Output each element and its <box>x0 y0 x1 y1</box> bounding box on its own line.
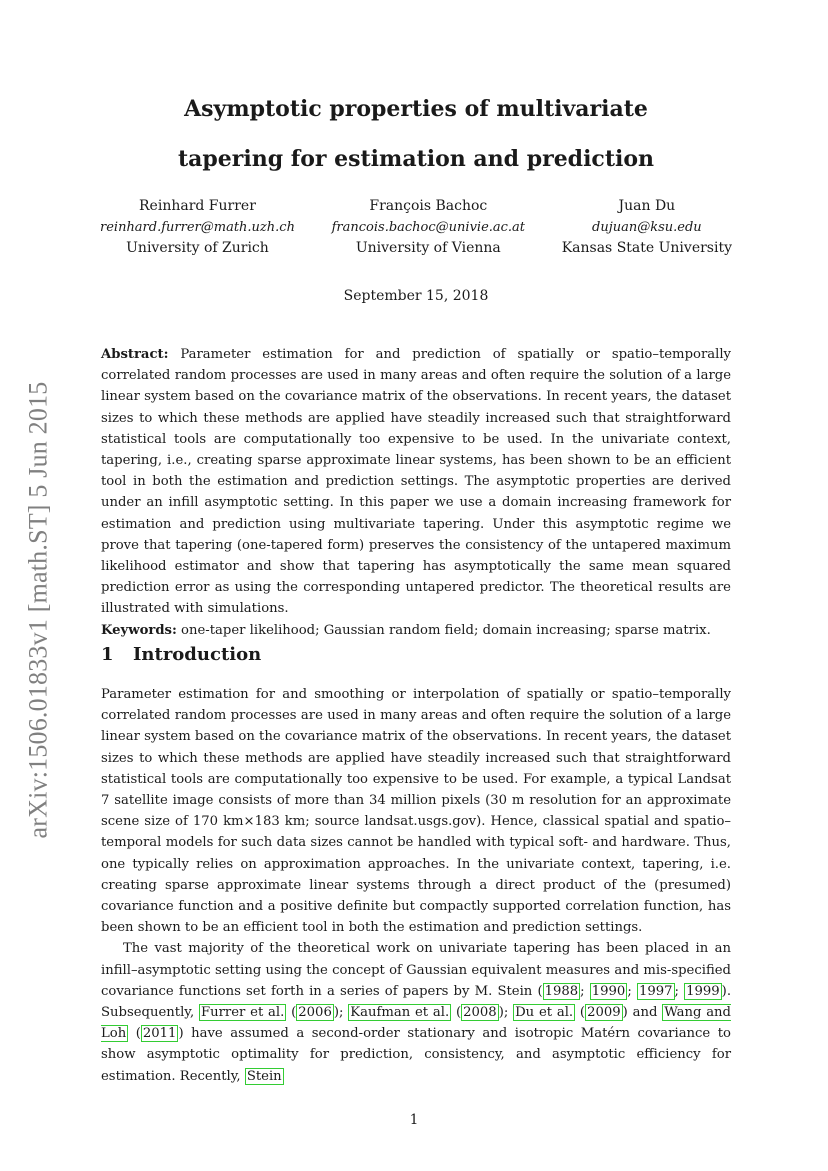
text-run: ; <box>627 983 637 999</box>
author-email[interactable]: dujuan@ksu.edu <box>592 220 702 235</box>
section-title: Introduction <box>133 644 262 665</box>
citation-link[interactable]: Stein <box>246 1068 282 1084</box>
author-1 <box>100 196 295 259</box>
text-run: ( <box>451 1005 462 1021</box>
author-email[interactable]: reinhard.furrer@math.uzh.ch <box>100 220 295 235</box>
text-run: ( <box>575 1005 586 1021</box>
citation-link[interactable]: 2009 <box>587 1005 621 1021</box>
title-line-2: tapering for estimation and prediction <box>177 146 655 172</box>
citation-link[interactable]: 1999 <box>686 983 720 999</box>
text-run: ; <box>580 983 590 999</box>
arxiv-stamp-text: arXiv:1506.01833v1 [math.ST] 5 Jun 2015 <box>23 381 52 839</box>
citation-link[interactable]: Du et al. <box>515 1005 574 1021</box>
author-3 <box>562 196 732 259</box>
paper-title <box>100 84 732 184</box>
citation-link[interactable]: 1988 <box>544 983 579 999</box>
citation-link[interactable]: Furrer et al. <box>200 1005 285 1021</box>
title-line-1: Asymptotic properties of multivariate <box>184 96 648 122</box>
text-run: The vast majority of the theoretical work on univariate tapering has been placed in an infill–asymptotic setting using the concept of Gaussian equivalent measures and mis-specified covariance functions set forth in a series of papers by M. Stein ( <box>101 941 731 999</box>
author-name: François Bachoc <box>369 198 488 214</box>
citation-link[interactable]: 1997 <box>638 983 673 999</box>
text-run: ). Subsequently, <box>101 983 732 1021</box>
introduction-body <box>101 684 731 1087</box>
author-2 <box>332 196 525 259</box>
text-run: ) and <box>622 1005 663 1021</box>
page-number: 1 <box>409 1112 419 1128</box>
keywords-label: Keywords: <box>101 622 177 638</box>
abstract-paragraph <box>101 344 731 620</box>
author-block <box>100 196 732 259</box>
author-name: Juan Du <box>618 198 676 214</box>
arxiv-stamp <box>16 360 60 860</box>
text-run: ); <box>498 1005 514 1021</box>
section-number: 1 <box>101 644 114 665</box>
keywords <box>101 620 731 641</box>
citation-link[interactable]: Wang and Loh <box>101 1005 731 1042</box>
text-run: ; <box>674 983 685 999</box>
paper-date: September 15, 2018 <box>343 288 489 304</box>
abstract <box>101 344 731 641</box>
author-affiliation: University of Zurich <box>126 240 269 256</box>
author-affiliation: Kansas State University <box>561 240 732 256</box>
abstract-text: Parameter estimation for and prediction of spatially or spatio–temporally correlated random processes are used in many areas and often require the solution of a large linear system based on the covariance matrix of the observations. In recent years, the dataset sizes to which these methods are applied have steadily increased such that straightforward statistical tools are computationally too expensive to be used. In the univariate context, tapering, i.e., creating sparse approximate linear systems, has been shown to be an efficient tool in both the estimation and prediction settings. The asymptotic properties are derived under an infill asymptotic setting. In this paper we use a domain increasing framework for estimation and prediction using multivariate tapering. Under this asymptotic regime we prove that tapering (one-tapered form) preserves the consistency of the untapered maximum likelihood estimator and show that tapering has asymptotically the same mean squared prediction error as using the corresponding untapered predictor. The theoretical results are illustrated with simulations. <box>101 347 731 617</box>
text-run: ( <box>128 1026 141 1042</box>
citation-link[interactable]: 1990 <box>591 983 626 999</box>
author-email[interactable]: francois.bachoc@univie.ac.at <box>331 220 526 235</box>
section-heading <box>101 644 261 665</box>
text-run: ); <box>333 1005 349 1021</box>
intro-paragraph-2 <box>101 938 731 1086</box>
citation-link[interactable]: Kaufman et al. <box>350 1005 450 1021</box>
intro-paragraph-1: Parameter estimation for and smoothing or interpolation of spatially or spatio–temporally correlated random processes are used in many areas and often require the solution of a large linear system based on the covariance matrix of the observations. In recent years, the dataset sizes to which these methods are applied have steadily increased such that straightforward statistical tools are computationally too expensive to be used. For example, a typical Landsat 7 satellite image consists of more than 34 million pixels (30 m resolution for an approximate scene size of 170 km×183 km; source landsat.usgs.gov). Hence, classical spatial and spatio–temporal models for such data sizes cannot be handled with typical soft- and hardware. Thus, one typically relies on approximation approaches. In the univariate context, tapering, i.e. creating sparse approximate linear systems through a direct product of the (presumed) covariance function and a positive definite but compactly supported correlation function, has been shown to be an efficient tool in both the estimation and prediction settings. <box>101 687 731 936</box>
citation-link[interactable]: 2006 <box>298 1005 332 1021</box>
keywords-text: one-taper likelihood; Gaussian random field; domain increasing; sparse matrix. <box>181 622 711 638</box>
author-affiliation: University of Vienna <box>355 240 501 256</box>
abstract-label: Abstract: <box>101 347 169 362</box>
text-run: ( <box>286 1005 297 1021</box>
text-run: ) have assumed a second-order stationary and isotropic Matérn covariance to show asymptotic optimality for prediction, consistency, and asymptotic efficiency for estimation. Recently, <box>101 1026 731 1084</box>
citation-link[interactable]: 2008 <box>463 1005 497 1021</box>
citation-link[interactable]: 2011 <box>142 1026 177 1042</box>
author-name: Reinhard Furrer <box>139 198 256 214</box>
